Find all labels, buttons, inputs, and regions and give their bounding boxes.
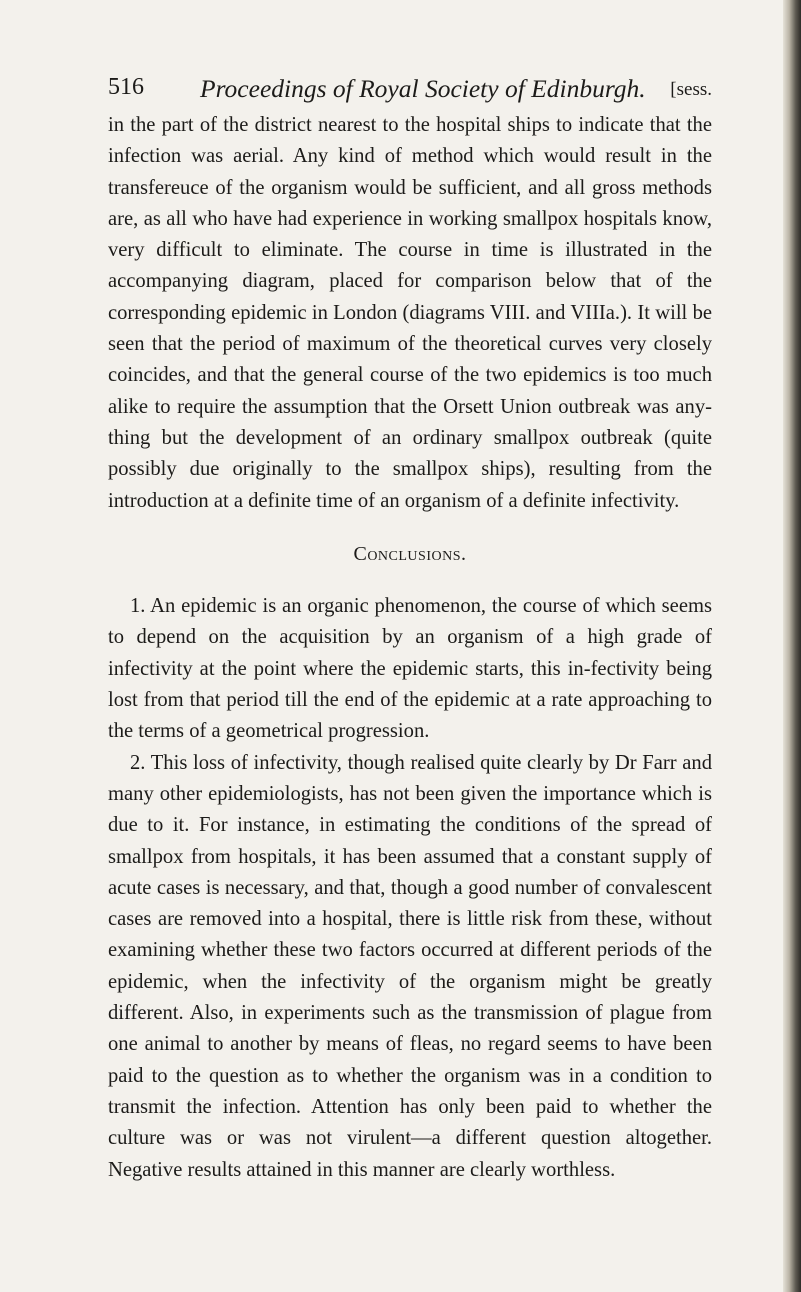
conclusion-item-2: 2. This loss of infectivity, though realised quite clearly by Dr Farr and many other epidemiologists, has not been given the importance which is due to it. For instance, in estimating the conditions of the spread of smallpox from hospitals, it has been assumed that a constant supply of acute cases is necessary, and that, though a good number of convalescent cases are removed into a hospital, there is little risk from these, without examining whether these two factors occurred at different periods of the epidemic, when the infectivity of the organism might be greatly different. Also, in experiments such as the transmission of plague from one animal to another by means of fleas, no regard seems to have been paid to the question as to whether the organism was in a condition to transmit the infection. Attention has only been paid to whether the culture was or was not virulent—a different question altogether. Negative results attained in this manner are clearly worthless. (108, 751, 712, 1181)
page-header (108, 74, 712, 114)
page-number: 516 (108, 74, 144, 100)
body-text (108, 110, 712, 1186)
running-title: Proceedings of Royal Society of Edinburgh. (200, 74, 646, 103)
intro-paragraph: in the part of the district nearest to the hospital ships to indicate that the infection was aerial. Any kind of method which would result in the transfereuce of the organism would be sufficient, and all gross methods are, as all who have had experience in working smallpox hospitals know, very difficult to eliminate. The course in time is illustrated in the accompanying diagram, placed for comparison below that of the corresponding epidemic in London (diagrams VIII. and VIIIa.). It will be seen that the period of maximum of the theoretical curves very closely coincides, and that the general course of the two epidemics is too much alike to require the assumption that the Orsett Union outbreak was any-thing but the development of an ordinary smallpox outbreak (quite possibly due originally to the smallpox ships), resulting from the introduction at a definite time of an organism of a definite infectivity. (108, 114, 712, 512)
conclusion-item-1: 1. An epidemic is an organic phenomenon, the course of which seems to depend on the acquisition by an organism of a high grade of infectivity at the point where the epidemic starts, this in-fectivity being lost from that period till the end of the epidemic at a rate approaching to the terms of a geometrical progression. (108, 595, 712, 743)
section-heading: Conclusions. (353, 542, 467, 565)
page-spine-shadow (783, 0, 801, 1292)
section-tag: [sess. (670, 79, 712, 100)
